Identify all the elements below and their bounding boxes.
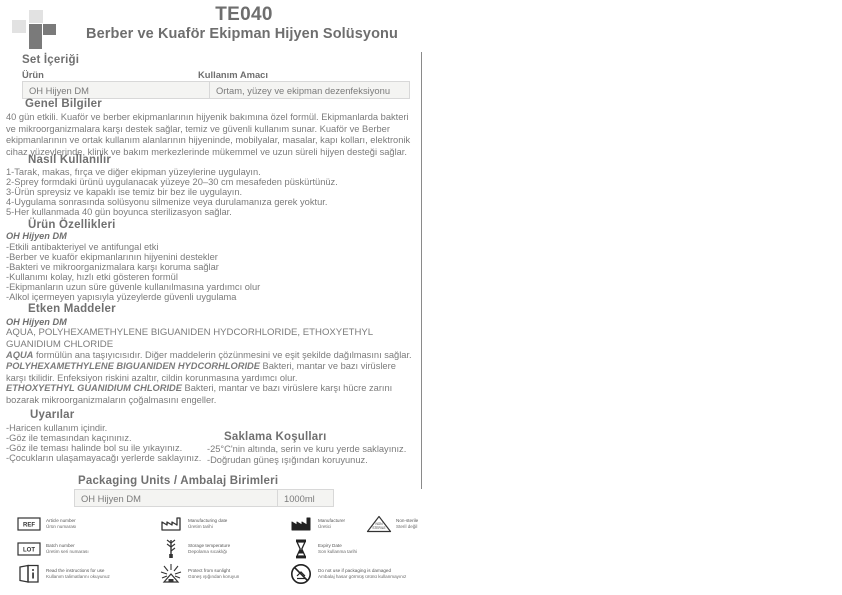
symbol-expiry-date xyxy=(288,538,357,560)
symbol-label xyxy=(188,543,230,555)
page-header xyxy=(0,0,430,50)
how-to-use-step-4: 4-Uygulama sonrasında solüsyonu silmenize veya durulamanıza gerek yoktur. xyxy=(6,197,328,207)
symbol-label xyxy=(46,568,110,580)
symbol-label-en: Manufacturer xyxy=(318,517,346,523)
general-info-text: 40 gün etkili. Kuaför ve berber ekipmanlarının hijyenik bakımına özel formül. Ekipmanlarda bakteri ve mikroorganizmalara karşı destek sağlar, temiz ve güvenli kullanım sunar. Kuaför ve Berber ekipmanlarının ve ortak kullanım alanlarının hijyeninde, mobilyalar, masalar, kapı kolları, elektronik cihaz yüzeylerinde, klinik ve bakım merkezlerinde mükemmel ve uzun süreli hijyen desteği sağlar. xyxy=(6,112,411,157)
symbol-label-tr: Ürün numarası xyxy=(46,524,77,529)
warning-item-1: -Haricen kullanım içindir. xyxy=(6,423,108,433)
symbol-label xyxy=(46,518,76,530)
symbol-article-number xyxy=(16,513,76,535)
symbol-label-en: Batch number xyxy=(46,542,75,548)
instructions-booklet-icon xyxy=(16,563,42,585)
symbol-protect-from-sunlight xyxy=(158,563,239,585)
section-heading-features: Ürün Özellikleri xyxy=(28,219,116,231)
feature-item-6: -Alkol içermeyen yapısıyla yüzeylerde güvenli uygulama xyxy=(6,292,237,302)
do-not-use-if-damaged-icon xyxy=(288,563,314,585)
svg-text:LOT: LOT xyxy=(23,547,35,554)
section-heading-storage: Saklama Koşulları xyxy=(224,431,327,443)
symbol-manufacturing-date xyxy=(158,513,227,535)
symbol-label-en: Protect from sunlight xyxy=(188,567,231,573)
expiry-date-hourglass-icon xyxy=(288,538,314,560)
column-header-kullanim-amaci: Kullanım Amacı xyxy=(198,69,268,80)
ingredient-text-egc: Bakteri, mantar ve bazı virüslere karşı hücre zarını bozarak mikroorganizmaların çoğalmasını engeller. xyxy=(6,383,393,405)
feature-item-5: -Ekipmanların uzun süre güvenle kullanılmasına yardımcı olur xyxy=(6,282,261,292)
manufacturing-date-factory-icon xyxy=(158,513,184,535)
svg-text:NON: NON xyxy=(375,522,383,526)
column-header-urun: Ürün xyxy=(22,69,44,80)
symbol-non-sterile xyxy=(366,513,418,535)
how-to-use-step-3: 3-Ürün spreysiz ve kapaklı ise temiz bir bez ile uygulayın. xyxy=(6,187,243,197)
symbol-label-tr: Depolama sıcaklığı xyxy=(188,549,228,554)
symbol-label-tr: Steril değil xyxy=(396,524,418,529)
symbol-label-en: Storage temperature xyxy=(188,542,231,548)
symbol-label xyxy=(318,543,357,555)
warning-item-4: -Çocukların ulaşamayacağı yerlerde saklayınız. xyxy=(6,453,202,463)
storage-temperature-thermometer-icon xyxy=(158,538,184,560)
lot-batch-number-icon xyxy=(16,538,42,560)
features-product-name: OH Hijyen DM xyxy=(6,231,67,241)
symbol-batch-number xyxy=(16,538,89,560)
warning-item-3: -Göz ile teması halinde bol su ile yıkayınız. xyxy=(6,443,183,453)
symbol-label-en: Non-sterile xyxy=(396,517,419,523)
svg-text:REF: REF xyxy=(23,522,35,529)
how-to-use-step-5: 5-Her kullanmada 40 gün boyunca sterilizasyon sağlar. xyxy=(6,207,232,217)
how-to-use-step-2: 2-Sprey formdaki ürünü uygulanacak yüzeye 20–30 cm mesafeden püskürtünüz. xyxy=(6,177,338,187)
symbol-instructions-for-use xyxy=(16,563,110,585)
section-heading-set-contents: Set İçeriği xyxy=(22,54,80,66)
symbol-label-tr: Güneş ışığından koruyun xyxy=(188,574,240,579)
ingredient-name-phmb: POLYHEXAMETHYLENE BIGUANIDEN HYDCORHLORIDE xyxy=(6,361,260,371)
ingredients-list: AQUA, POLYHEXAMETHYLENE BIGUANIDEN HYDCORHLORIDE, ETHOXYETHYL GUANIDIUM CHLORIDE xyxy=(6,327,373,350)
protect-from-sunlight-icon xyxy=(158,563,184,585)
table-row xyxy=(23,82,410,99)
ingredient-description-2 xyxy=(6,361,412,384)
symbol-label-en: Read the instructions for use xyxy=(46,567,105,573)
section-heading-how-to-use: Nasıl Kullanılır xyxy=(28,154,112,166)
symbol-label-en: Do not use if packaging is damaged xyxy=(318,567,392,573)
symbol-label-tr: Ambalaj hasar görmüş ürünü kullanmayınız xyxy=(318,574,407,579)
cell-product: OH Hijyen DM xyxy=(23,82,210,99)
ingredient-description-3 xyxy=(6,383,412,406)
page-title: Berber ve Kuaför Ekipman Hijyen Solüsyonu xyxy=(86,26,398,42)
symbol-label-tr: Üretici xyxy=(318,524,332,529)
set-contents-table xyxy=(22,81,410,99)
symbol-storage-temperature xyxy=(158,538,230,560)
section-heading-general-info: Genel Bilgiler xyxy=(25,98,102,110)
symbol-label-en: Expiry Date xyxy=(318,542,342,548)
packaging-table xyxy=(74,489,334,507)
manufacturer-factory-icon xyxy=(288,513,314,535)
section-heading-warnings: Uyarılar xyxy=(30,409,75,421)
feature-item-2: -Berber ve kuaför ekipmanlarının hijyenini destekler xyxy=(6,252,218,262)
symbol-label-tr: Son kullanma tarihi xyxy=(318,549,358,554)
symbol-label xyxy=(46,543,89,555)
svg-text:STERILE: STERILE xyxy=(372,526,386,530)
symbol-label-tr: Üretim seri numarası xyxy=(46,549,89,554)
symbol-label xyxy=(318,568,406,580)
storage-item-2: -Doğrudan güneş ışığından koruyunuz. xyxy=(207,455,368,465)
ref-article-number-icon xyxy=(16,513,42,535)
symbol-label xyxy=(318,518,345,530)
ingredient-name-egc: ETHOXYETHYL GUANIDIUM CHLORIDE xyxy=(6,383,182,393)
ingredient-text-phmb: Bakteri, mantar ve bazı virüslere karşı tkilidir. Enfeksiyon riskini azaltır, cildin korunmasına yardımcı olur. xyxy=(6,361,396,383)
symbol-label xyxy=(396,518,418,530)
ingredient-text-aqua: formülün ana taşıyıcısıdır. Diğer maddelerin çözünmesini ve eşit şekilde dağılmasını sağlar. xyxy=(33,350,412,360)
table-row xyxy=(75,490,334,507)
symbol-label-tr: Üretim tarihi xyxy=(188,524,213,529)
column-divider xyxy=(421,52,422,489)
cell-purpose: Ortam, yüzey ve ekipman dezenfeksiyonu xyxy=(210,82,410,99)
ingredient-description-1 xyxy=(6,350,412,362)
ingredient-name-aqua: AQUA xyxy=(6,350,34,360)
product-code: TE040 xyxy=(215,4,273,25)
symbol-label-tr: Kullanım talimatlarını okuyunuz xyxy=(46,574,110,579)
symbol-manufacturer xyxy=(288,513,345,535)
warning-item-2: -Göz ile temasından kaçınınız. xyxy=(6,433,132,443)
symbol-label xyxy=(188,568,239,580)
feature-item-3: -Bakteri ve mikroorganizmalara karşı koruma sağlar xyxy=(6,262,219,272)
cell-packaging-volume: 1000ml xyxy=(278,490,334,507)
symbol-label-en: Manufacturing date xyxy=(188,517,228,523)
symbol-label xyxy=(188,518,227,530)
ingredients-product-name: OH Hijyen DM xyxy=(6,317,67,327)
brand-cross-logo xyxy=(12,10,56,50)
feature-item-4: -Kullanımı kolay, hızlı etki gösteren formül xyxy=(6,272,178,282)
section-heading-packaging: Packaging Units / Ambalaj Birimleri xyxy=(78,475,279,487)
storage-item-1: -25°C'nin altında, serin ve kuru yerde saklayınız. xyxy=(207,444,407,454)
feature-item-1: -Etkili antibakteriyel ve antifungal etki xyxy=(6,242,159,252)
symbol-label-en: Article number xyxy=(46,517,76,523)
symbol-do-not-use-if-damaged xyxy=(288,563,406,585)
how-to-use-step-1: 1-Tarak, makas, fırça ve diğer ekipman yüzeylerine uygulayın. xyxy=(6,167,261,177)
non-sterile-triangle-icon xyxy=(366,513,392,535)
section-heading-ingredients: Etken Maddeler xyxy=(28,303,116,315)
cell-packaging-product: OH Hijyen DM xyxy=(75,490,278,507)
